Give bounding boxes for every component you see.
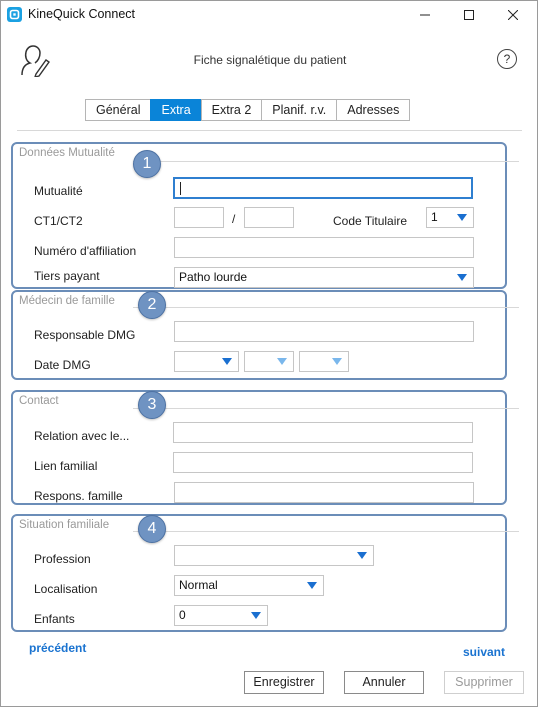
responsable-dmg-input[interactable]: [174, 321, 474, 342]
group-title-mutualite: Données Mutualité: [19, 147, 115, 159]
close-icon: [508, 10, 518, 20]
date-dmg-day-select[interactable]: [174, 351, 239, 372]
next-link[interactable]: suivant: [463, 645, 506, 659]
tiers-payant-value: Patho lourde: [179, 270, 248, 284]
tab-extra-2[interactable]: Extra 2: [201, 99, 263, 121]
date-dmg-label: Date DMG: [34, 358, 91, 372]
section-badge-1: 1: [133, 150, 161, 178]
group-title-contact: Contact: [19, 395, 59, 407]
tab-planif-rv[interactable]: Planif. r.v.: [261, 99, 337, 121]
group-title-medecin: Médecin de famille: [19, 295, 115, 307]
tiers-payant-select[interactable]: [174, 267, 474, 288]
chevron-down-icon: [251, 612, 261, 619]
maximize-button[interactable]: [447, 1, 491, 29]
relation-input[interactable]: [173, 422, 473, 443]
respons-famille-label: Respons. famille: [34, 489, 123, 503]
localisation-label: Localisation: [34, 582, 98, 596]
ct-label: CT1/CT2: [34, 214, 83, 228]
chevron-down-icon: [357, 552, 367, 559]
lien-familial-label: Lien familial: [34, 459, 98, 473]
group-divider: [133, 161, 519, 162]
window-title: KineQuick Connect: [28, 7, 136, 21]
affiliation-label: Numéro d'affiliation: [34, 244, 137, 258]
enfants-value: 0: [179, 608, 186, 622]
code-titulaire-select[interactable]: [426, 207, 474, 228]
minimize-icon: [420, 10, 430, 20]
save-button[interactable]: Enregistrer: [244, 671, 324, 694]
lien-familial-input[interactable]: [173, 452, 473, 473]
maximize-icon: [464, 10, 474, 20]
app-logo-icon: [7, 7, 22, 22]
chevron-down-icon: [457, 274, 467, 281]
group-divider: [133, 408, 519, 409]
chevron-down-icon: [222, 358, 232, 365]
page-title: Fiche signalétique du patient: [193, 53, 347, 67]
profession-label: Profession: [34, 552, 91, 566]
chevron-down-icon: [457, 214, 467, 221]
ct2-input[interactable]: [244, 207, 294, 228]
group-divider: [133, 307, 519, 308]
title-bar: [1, 1, 537, 29]
tab-general[interactable]: Général: [85, 99, 151, 121]
localisation-value: Normal: [179, 578, 218, 592]
enfants-select[interactable]: [174, 605, 268, 626]
tabs-divider: [17, 130, 522, 131]
affiliation-input[interactable]: [174, 237, 474, 258]
tiers-payant-label: Tiers payant: [34, 269, 100, 283]
chevron-down-icon: [332, 358, 342, 365]
minimize-button[interactable]: [403, 1, 447, 29]
code-titulaire-value: 1: [431, 210, 438, 224]
delete-button[interactable]: Supprimer: [444, 671, 524, 694]
code-titulaire-label: Code Titulaire: [333, 214, 408, 228]
tab-adresses[interactable]: Adresses: [336, 99, 410, 121]
responsable-dmg-label: Responsable DMG: [34, 328, 136, 342]
profession-select[interactable]: [174, 545, 374, 566]
previous-link[interactable]: précédent: [29, 641, 87, 655]
date-dmg-year-select[interactable]: [299, 351, 349, 372]
group-divider: [133, 531, 519, 532]
mutualite-label: Mutualité: [34, 184, 83, 198]
text-caret: [180, 182, 181, 195]
respons-famille-input[interactable]: [174, 482, 474, 503]
help-icon[interactable]: ?: [497, 49, 517, 69]
chevron-down-icon: [307, 582, 317, 589]
section-badge-3: 3: [138, 391, 166, 419]
date-dmg-month-select[interactable]: [244, 351, 294, 372]
tab-extra[interactable]: Extra: [150, 99, 201, 121]
ct1-input[interactable]: [174, 207, 224, 228]
ct-separator: /: [232, 212, 236, 226]
mutualite-input[interactable]: [173, 177, 473, 199]
localisation-select[interactable]: [174, 575, 324, 596]
section-badge-4: 4: [138, 515, 166, 543]
section-badge-2: 2: [138, 291, 166, 319]
close-button[interactable]: [491, 1, 535, 29]
enfants-label: Enfants: [34, 612, 75, 626]
group-title-situation: Situation familiale: [19, 519, 110, 531]
relation-label: Relation avec le...: [34, 429, 130, 443]
chevron-down-icon: [277, 358, 287, 365]
cancel-button[interactable]: Annuler: [344, 671, 424, 694]
tab-bar: [85, 99, 409, 121]
